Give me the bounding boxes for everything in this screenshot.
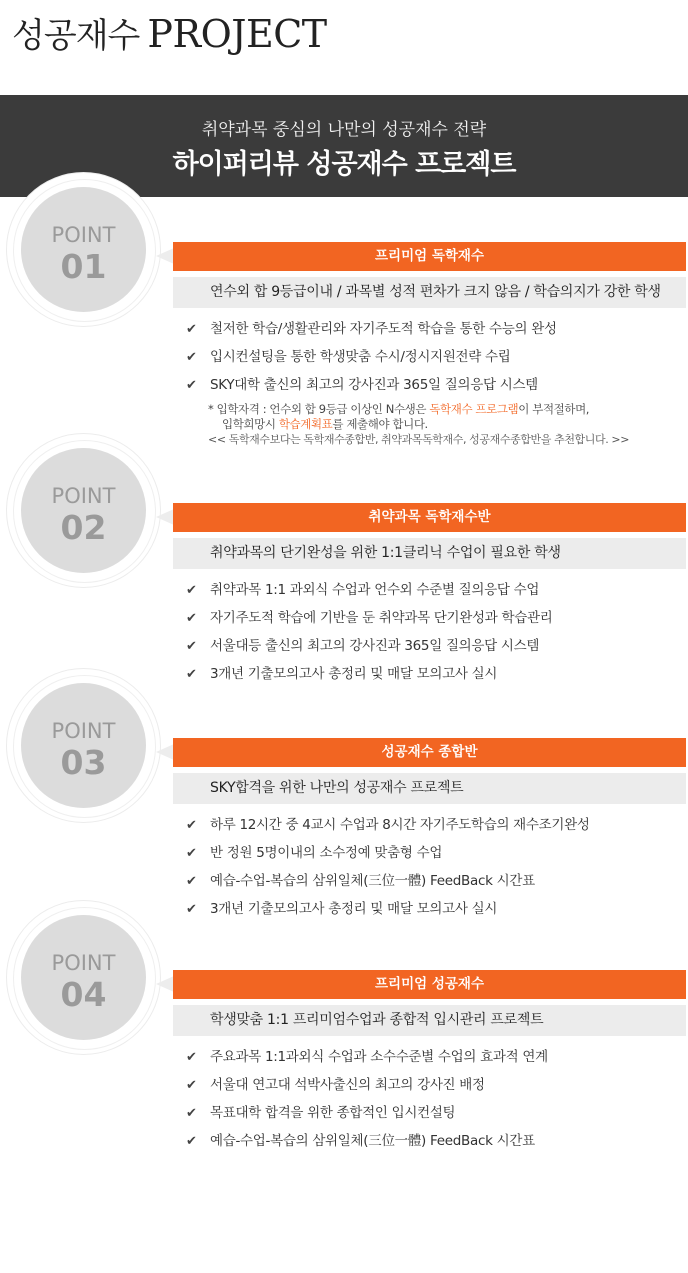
point-label: POINT (51, 951, 116, 975)
list-item-text: 입시컨설팅을 통한 학생맞춤 수시/정시지원전략 수립 (210, 349, 511, 365)
point-badge-circle (21, 915, 146, 1040)
ribbon-notch (156, 744, 174, 760)
feature-list (186, 579, 666, 691)
list-item (186, 1130, 666, 1158)
point-number: 01 (60, 247, 107, 286)
check-icon: ✔ (186, 846, 197, 861)
list-item (186, 870, 666, 898)
list-item-text: 예습-수업-복습의 삼위일체(三位一體) FeedBack 시간표 (210, 1133, 535, 1149)
section-ribbon: 취약과목 독학재수반 (173, 503, 686, 532)
list-item (186, 898, 666, 926)
point-label: POINT (51, 484, 116, 508)
check-icon: ✔ (186, 1078, 197, 1093)
list-item-text: 목표대학 합격을 위한 종합적인 입시컨설팅 (210, 1105, 456, 1121)
ribbon-notch (156, 248, 174, 264)
check-icon: ✔ (186, 874, 197, 889)
banner-subtitle: 취약과목 중심의 나만의 성공재수 전략 (201, 120, 487, 140)
section-ribbon: 프리미엄 성공재수 (173, 970, 686, 999)
list-item-text: 3개년 기출모의고사 총정리 및 매달 모의고사 실시 (210, 666, 498, 682)
point-badge-circle (21, 448, 146, 573)
list-item-text: 서울대등 출신의 최고의 강사진과 365일 질의응답 시스템 (210, 638, 540, 654)
point-badge-circle (21, 683, 146, 808)
note-highlight: 학습계획표 (278, 417, 333, 431)
list-item-text: SKY대학 출신의 최고의 강사진과 365일 질의응답 시스템 (210, 377, 538, 393)
list-item-text: 예습-수업-복습의 삼위일체(三位一體) FeedBack 시간표 (210, 873, 535, 889)
list-item (186, 1074, 666, 1102)
check-icon: ✔ (186, 639, 197, 654)
point-number: 04 (60, 975, 107, 1014)
check-icon: ✔ (186, 583, 197, 598)
section-subtitle: SKY합격을 위한 나만의 성공재수 프로젝트 (173, 773, 686, 804)
list-item (186, 842, 666, 870)
check-icon: ✔ (186, 611, 197, 626)
list-item-text: 서울대 연고대 석박사출신의 최고의 강사진 배정 (210, 1077, 485, 1093)
feature-list (186, 318, 666, 402)
list-item (186, 1046, 666, 1074)
list-item (186, 814, 666, 842)
note-text: 이 부적절하며, (518, 402, 590, 416)
list-item (186, 346, 666, 374)
point-number: 03 (60, 743, 107, 782)
list-item (186, 374, 666, 402)
list-item (186, 318, 666, 346)
banner-title: 하이퍼리뷰 성공재수 프로젝트 (172, 149, 516, 180)
point-badge (6, 668, 161, 823)
section-subtitle: 연수외 합 9등급이내 / 과목별 성적 편차가 크지 않음 / 학습의지가 강한 학생 (173, 277, 686, 308)
point-badge-circle (21, 187, 146, 312)
list-item (186, 663, 666, 691)
list-item-text: 3개년 기출모의고사 총정리 및 매달 모의고사 실시 (210, 901, 498, 917)
point-label: POINT (51, 719, 116, 743)
point-number: 02 (60, 508, 107, 547)
check-icon: ✔ (186, 818, 197, 833)
note-recommendation: << 독학재수보다는 독학재수종합반, 취약과목독학재수, 성공재수종합반을 추천합니다. >> (208, 433, 630, 446)
check-icon: ✔ (186, 1134, 197, 1149)
note-line1 (208, 402, 589, 416)
list-item (186, 635, 666, 663)
ribbon-notch (156, 509, 174, 525)
note-line2 (208, 417, 678, 432)
list-item-text: 철저한 학습/생활관리와 자기주도적 학습을 통한 수능의 완성 (210, 321, 557, 337)
section-ribbon: 프리미엄 독학재수 (173, 242, 686, 271)
list-item-text: 주요과목 1:1과외식 수업과 소수수준별 수업의 효과적 연계 (210, 1049, 548, 1065)
page-title-korean: 성공재수 (12, 16, 140, 56)
list-item-text: 하루 12시간 중 4교시 수업과 8시간 자기주도학습의 재수조기완성 (210, 817, 590, 833)
check-icon: ✔ (186, 902, 197, 917)
list-item-text: 반 정원 5명이내의 소수정예 맞춤형 수업 (210, 845, 443, 861)
check-icon: ✔ (186, 1050, 197, 1065)
point-label: POINT (51, 223, 116, 247)
note-highlight: 독학재수 프로그램 (429, 402, 519, 416)
check-icon: ✔ (186, 1106, 197, 1121)
page-title-english: PROJECT (147, 12, 327, 56)
point-badge (6, 433, 161, 588)
list-item (186, 607, 666, 635)
list-item-text: 자기주도적 학습에 기반을 둔 취약과목 단기완성과 학습관리 (210, 610, 553, 626)
page-title (12, 8, 327, 60)
point-badge (6, 900, 161, 1055)
check-icon: ✔ (186, 350, 197, 365)
list-item (186, 579, 666, 607)
feature-list (186, 814, 666, 926)
section-subtitle: 취약과목의 단기완성을 위한 1:1클리닉 수업이 필요한 학생 (173, 538, 686, 569)
point-badge (6, 172, 161, 327)
check-icon: ✔ (186, 667, 197, 682)
section-subtitle: 학생맞춤 1:1 프리미엄수업과 종합적 입시관리 프로젝트 (173, 1005, 686, 1036)
note-text: * 입학자격 : 언수외 합 9등급 이상인 N수생은 (208, 402, 430, 416)
list-item-text: 취약과목 1:1 과외식 수업과 언수외 수준별 질의응답 수업 (210, 582, 540, 598)
note-text: 입학희망시 (222, 417, 279, 431)
check-icon: ✔ (186, 322, 197, 337)
admission-note (208, 402, 678, 447)
note-text: 를 제출해야 합니다. (332, 417, 428, 431)
list-item (186, 1102, 666, 1130)
check-icon: ✔ (186, 378, 197, 393)
section-ribbon: 성공재수 종합반 (173, 738, 686, 767)
ribbon-notch (156, 976, 174, 992)
feature-list (186, 1046, 666, 1158)
